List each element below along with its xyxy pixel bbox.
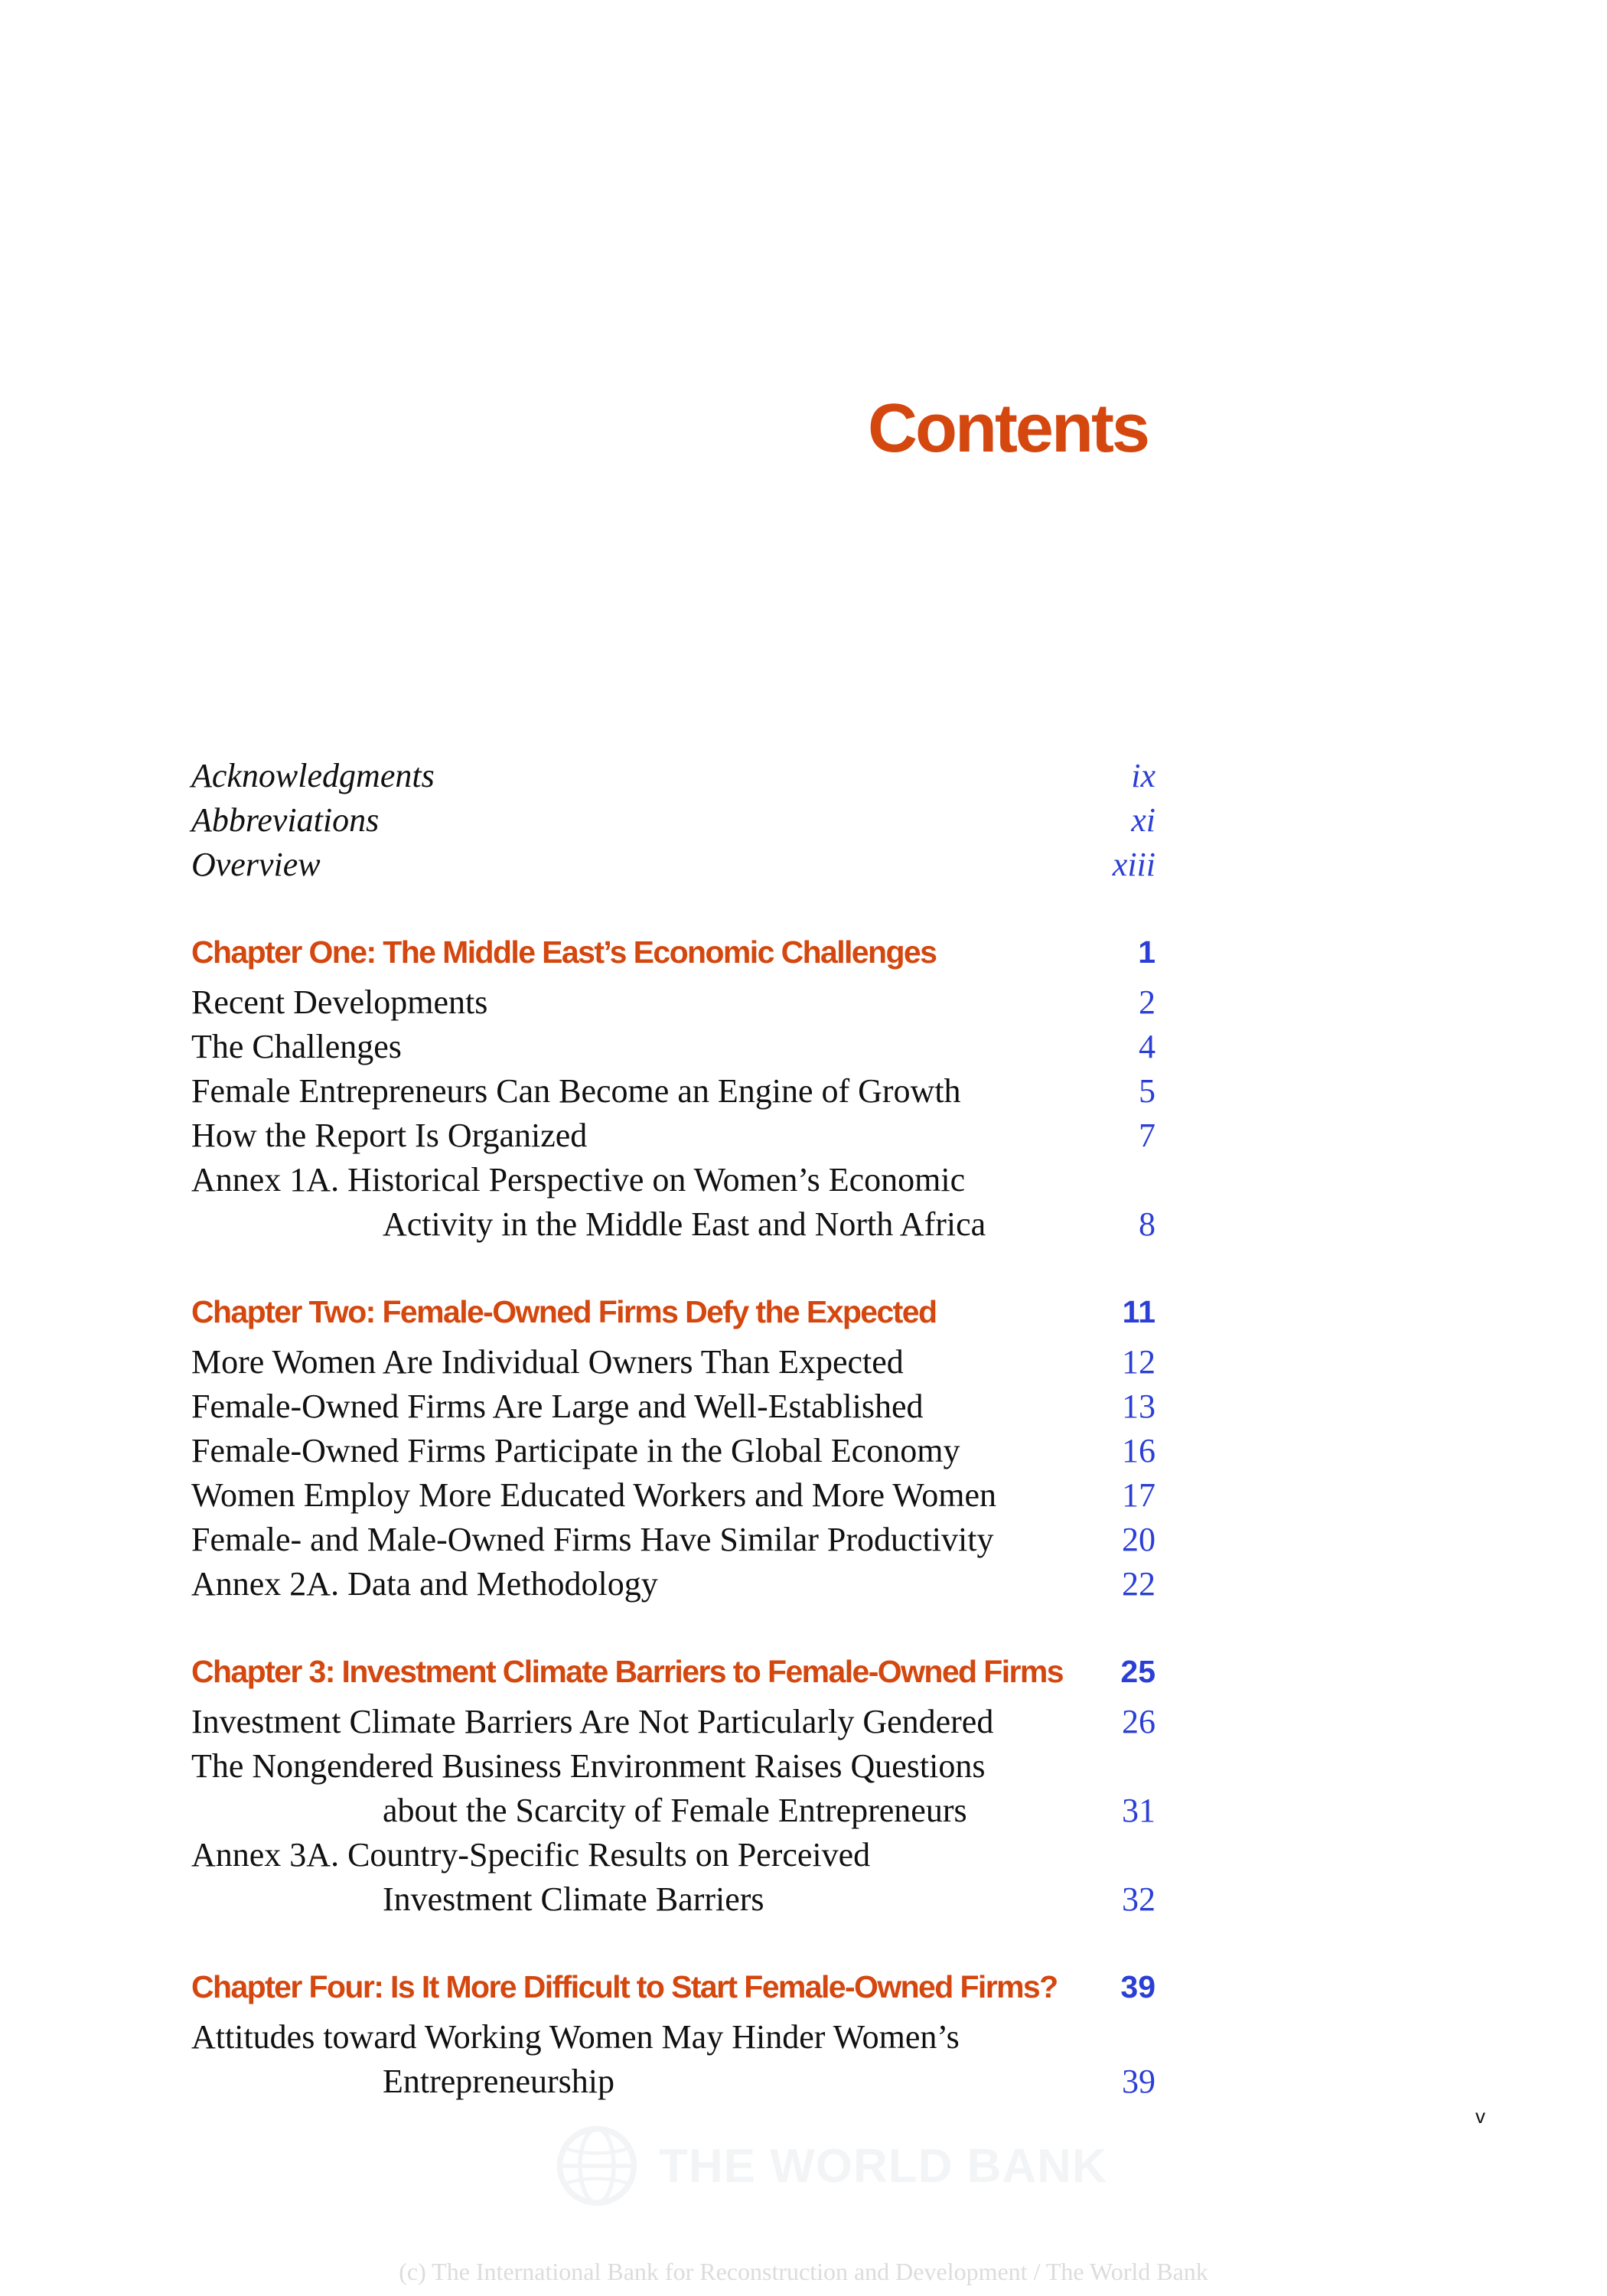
toc-page-number[interactable]: 12 xyxy=(1122,1343,1156,1381)
toc-entry-label: Female-Owned Firms Are Large and Well-Established xyxy=(191,1388,924,1425)
toc-page-number[interactable]: xi xyxy=(1131,801,1156,839)
world-bank-globe-icon xyxy=(555,2124,639,2208)
toc-page-number[interactable]: 39 xyxy=(1120,1969,1156,2004)
table-of-contents xyxy=(191,754,1156,2104)
world-bank-watermark xyxy=(555,2124,1107,2208)
toc-page-number[interactable]: 4 xyxy=(1139,1028,1156,1065)
toc-entry-continuation-label: Activity in the Middle East and North Africa xyxy=(383,1205,986,1243)
toc-entry-label: Recent Developments xyxy=(191,983,488,1021)
toc-entry-label: The Nongendered Business Environment Raises Questions xyxy=(191,1747,986,1785)
toc-page-number[interactable]: 2 xyxy=(1139,983,1156,1021)
toc-page-number[interactable]: 32 xyxy=(1122,1880,1156,1918)
toc-page-number[interactable]: ix xyxy=(1131,757,1156,794)
chapter-title: Chapter Four: Is It More Difficult to Start Female-Owned Firms? xyxy=(191,1969,1058,2004)
toc-page-number[interactable]: 11 xyxy=(1122,1294,1156,1329)
chapter-title: Chapter One: The Middle East’s Economic Challenges xyxy=(191,934,937,970)
toc-entry-multiline[interactable] xyxy=(191,1158,1156,1202)
toc-entry-continuation[interactable] xyxy=(191,1202,1156,1247)
toc-page-number[interactable]: xiii xyxy=(1112,846,1156,883)
toc-entry-label: Annex 3A. Country-Specific Results on Perceived xyxy=(191,1836,871,1874)
toc-chapter-one-heading[interactable] xyxy=(191,930,1156,974)
toc-entry[interactable] xyxy=(191,1700,1156,1744)
toc-entry-label: Attitudes toward Working Women May Hinder Women’s xyxy=(191,2018,960,2056)
toc-entry-label: Investment Climate Barriers Are Not Particularly Gendered xyxy=(191,1703,994,1740)
toc-entry[interactable] xyxy=(191,1069,1156,1114)
toc-page-number[interactable]: 31 xyxy=(1122,1792,1156,1829)
watermark-text: THE WORLD BANK xyxy=(659,2139,1107,2193)
toc-entry[interactable] xyxy=(191,1384,1156,1429)
chapter-title: Chapter Two: Female-Owned Firms Defy the Expected xyxy=(191,1294,937,1329)
toc-page-number[interactable]: 20 xyxy=(1122,1521,1156,1558)
toc-entry-continuation-label: Investment Climate Barriers xyxy=(383,1880,764,1918)
toc-entry[interactable] xyxy=(191,1114,1156,1158)
toc-entry-label: Women Employ More Educated Workers and More Women xyxy=(191,1476,997,1514)
toc-page-number[interactable]: 13 xyxy=(1122,1388,1156,1425)
toc-page-number[interactable]: 22 xyxy=(1122,1565,1156,1603)
chapter-title: Chapter 3: Investment Climate Barriers to Female-Owned Firms xyxy=(191,1654,1063,1689)
toc-entry-multiline[interactable] xyxy=(191,1833,1156,1877)
toc-entry-label: Female- and Male-Owned Firms Have Similar Productivity xyxy=(191,1521,994,1558)
toc-entry-continuation-label: about the Scarcity of Female Entrepreneurs xyxy=(383,1792,967,1829)
toc-entry-label: Acknowledgments xyxy=(191,757,435,794)
toc-page-number[interactable]: 17 xyxy=(1122,1476,1156,1514)
page-folio: v xyxy=(1475,2105,1485,2128)
toc-entry-continuation-label: Entrepreneurship xyxy=(383,2063,614,2100)
toc-page-number[interactable]: 1 xyxy=(1138,934,1156,970)
toc-page-number[interactable]: 26 xyxy=(1122,1703,1156,1740)
toc-page-number[interactable]: 7 xyxy=(1139,1117,1156,1154)
toc-entry[interactable] xyxy=(191,1473,1156,1518)
toc-entry[interactable] xyxy=(191,1562,1156,1606)
toc-entry[interactable] xyxy=(191,1340,1156,1384)
toc-entry-label: Annex 1A. Historical Perspective on Women’s Economic xyxy=(191,1161,966,1199)
toc-chapter-two-heading[interactable] xyxy=(191,1290,1156,1334)
toc-entry-continuation[interactable] xyxy=(191,2060,1156,2104)
toc-entry-label: How the Report Is Organized xyxy=(191,1117,588,1154)
toc-entry-multiline[interactable] xyxy=(191,2015,1156,2060)
toc-entry-label: Female-Owned Firms Participate in the Global Economy xyxy=(191,1432,960,1469)
toc-entry-label: More Women Are Individual Owners Than Expected xyxy=(191,1343,904,1381)
toc-page-number[interactable]: 39 xyxy=(1122,2063,1156,2100)
toc-entry-abbreviations[interactable] xyxy=(191,798,1156,843)
toc-entry-overview[interactable] xyxy=(191,843,1156,887)
toc-entry-label: Abbreviations xyxy=(191,801,380,839)
toc-page-number[interactable]: 25 xyxy=(1120,1654,1156,1689)
toc-entry[interactable] xyxy=(191,1025,1156,1069)
toc-page-number[interactable]: 16 xyxy=(1122,1432,1156,1469)
toc-page-number[interactable]: 8 xyxy=(1139,1205,1156,1243)
toc-entry[interactable] xyxy=(191,980,1156,1025)
toc-entry[interactable] xyxy=(191,1518,1156,1562)
page-title: Contents xyxy=(868,390,1148,467)
toc-entry-acknowledgments[interactable] xyxy=(191,754,1156,798)
toc-entry-continuation[interactable] xyxy=(191,1877,1156,1922)
toc-chapter-three-heading[interactable] xyxy=(191,1649,1156,1694)
copyright-notice: (c) The International Bank for Reconstruction and Development / The World Bank xyxy=(399,2258,1208,2285)
toc-chapter-four-heading[interactable] xyxy=(191,1965,1156,2009)
toc-entry[interactable] xyxy=(191,1429,1156,1473)
toc-entry-label: Female Entrepreneurs Can Become an Engine of Growth xyxy=(191,1072,961,1110)
toc-entry-label: Overview xyxy=(191,846,321,883)
toc-page-number[interactable]: 5 xyxy=(1139,1072,1156,1110)
toc-entry-label: Annex 2A. Data and Methodology xyxy=(191,1565,658,1603)
toc-entry-continuation[interactable] xyxy=(191,1789,1156,1833)
toc-entry-label: The Challenges xyxy=(191,1028,402,1065)
toc-entry-multiline[interactable] xyxy=(191,1744,1156,1789)
